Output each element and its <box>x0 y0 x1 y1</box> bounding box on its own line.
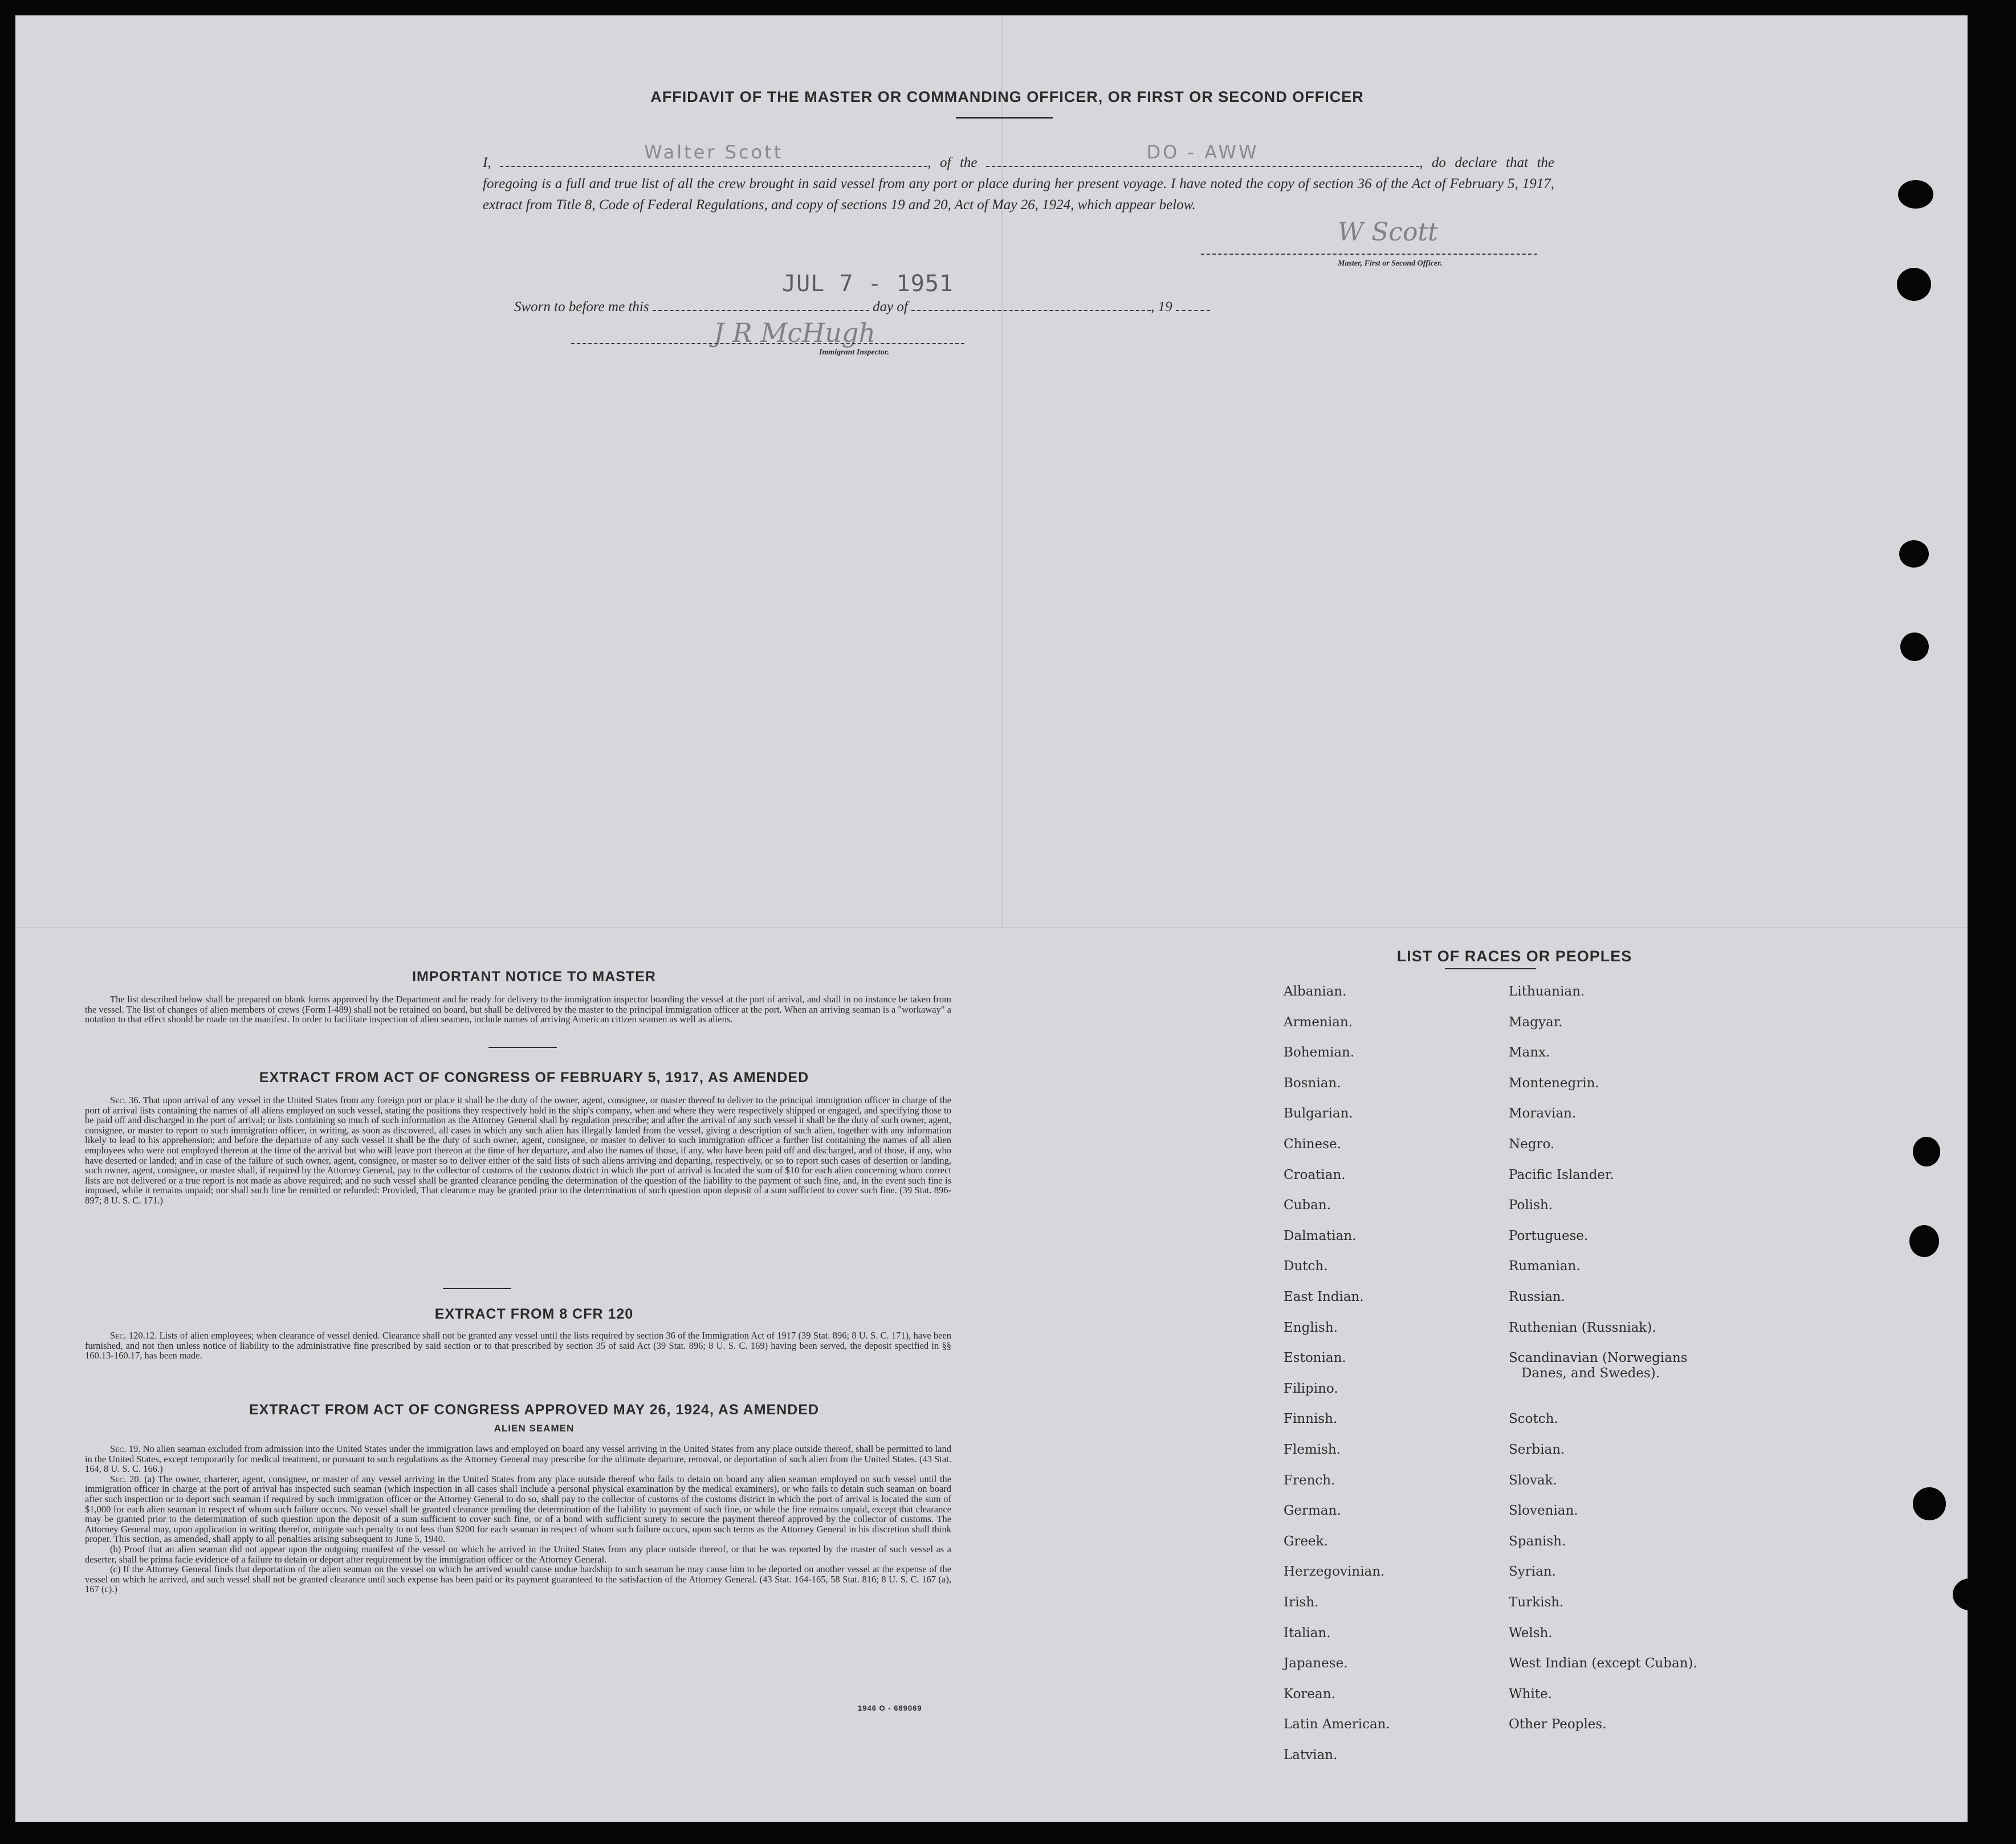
race-item: Negro. <box>1509 1137 1555 1152</box>
race-item: Danes, and Swedes). <box>1521 1366 1660 1381</box>
sec-20b-text: (b) Proof that an alien seaman did not appear upon the outgoing manifest of the vessel on which he arrived in the United States from any place outside thereof, or that he was reported by the master of such vessel as a deserter, shall be prima facie evidence of a failure to detain or deport after requirement by the immigration officer or the Attorney General. <box>85 1543 951 1565</box>
punch-hole <box>1913 1137 1940 1166</box>
race-item: Spanish. <box>1509 1533 1566 1549</box>
race-item: Latin American. <box>1284 1717 1390 1732</box>
race-item: Herzegovinian. <box>1284 1564 1385 1580</box>
race-item: Finnish. <box>1284 1411 1338 1427</box>
race-item: Japanese. <box>1284 1656 1348 1671</box>
inspector-signature-line <box>571 343 964 344</box>
race-item: Polish. <box>1509 1198 1553 1213</box>
race-item: Chinese. <box>1284 1137 1341 1152</box>
race-item: Korean. <box>1284 1686 1335 1702</box>
vessel-name-handwriting: DO - AWW <box>1146 141 1259 163</box>
race-item: German. <box>1284 1503 1341 1519</box>
races-title: LIST OF RACES OR PEOPLES <box>1396 948 1632 965</box>
affidavit-statement <box>483 141 1555 215</box>
sec-120-text: Lists of alien employees; when clearance of vessel denied. Clearance shall not be granted any vessel until the lists required by section 36 of the Immigration Act of 1917 (39 Stat. 896; 8 U. S. C. 171), have been furnished, and not then unless notice of liability to the administrative fine prescribed by said section or to that prescribed by section 35 of said Act (39 Stat. 896; 8 U. S. C. 169) having been served, the deposit specified in §§ 160.13-160.17, has been made. <box>85 1330 952 1361</box>
race-item: Rumanian. <box>1509 1259 1581 1274</box>
extract-1917-title: EXTRACT FROM ACT OF CONGRESS OF FEBRUARY 5, 1917, AS AMENDED <box>259 1070 809 1086</box>
race-item: Filipino. <box>1284 1381 1338 1396</box>
sworn-day-field <box>653 297 869 311</box>
race-item: Scotch. <box>1509 1411 1558 1427</box>
race-item: West Indian (except Cuban). <box>1509 1656 1697 1671</box>
race-item: Russian. <box>1509 1290 1565 1304</box>
race-item: Greek. <box>1284 1533 1328 1549</box>
race-item: Albanian. <box>1284 984 1347 999</box>
race-item: Italian. <box>1284 1625 1331 1641</box>
master-name-handwriting: Walter Scott <box>644 141 784 163</box>
year-label: , 19 <box>1151 299 1172 315</box>
race-item: Armenian. <box>1284 1014 1353 1030</box>
race-item: Flemish. <box>1284 1442 1341 1457</box>
race-item: Ruthenian (Russniak). <box>1509 1320 1656 1335</box>
race-item: East Indian. <box>1284 1290 1364 1304</box>
sec-20a-text: (a) The owner, charterer, agent, consignee, or master of any vessel arriving in the United States from any place outside thereof who fails to detain on board any alien seaman employed on such vessel until the immigration officer in charge at the port of arrival has inspected such seaman (which inspection in all cases shall include a personal physical examination by the medical examiners), or who fails to detain such seaman on board after such inspection or to deport such seaman if required by such immigration officer or the Attorney General to do so, shall pay to the collector of customs of the customs district in which the port of arrival is located the sum of $1,000 for each alien seaman in respect of whom such failure occurs. No vessel shall be granted clearance pending the determination of the liability to payment of such fine, or while the fine remains unpaid, except that clearance may be granted prior to the determination of such question upon the deposit of a sum sufficient to cover such fine, or of a bond with sufficient surety to secure the payment thereof approved by the collector of customs. The Attorney General may, upon application in writing therefor, mitigate such penalty to not less than $200 for each seaman in respect of whom such failure occurs, upon such terms as the Attorney General in his discretion shall think proper. This section, as amended, shall apply to all penalties arising subsequent to June 5, 1940. <box>85 1473 951 1545</box>
race-item: Dalmatian. <box>1284 1228 1357 1243</box>
extract-1924-text <box>85 1444 951 1594</box>
sworn-month-field <box>911 297 1151 311</box>
race-item: Manx. <box>1509 1045 1550 1060</box>
race-item: Cuban. <box>1284 1198 1331 1213</box>
races-rule <box>1445 968 1536 969</box>
punch-hole <box>1898 180 1933 209</box>
race-item: Bulgarian. <box>1284 1106 1353 1121</box>
notice-text <box>85 994 951 1025</box>
inspector-signature: J R McHugh <box>714 317 875 348</box>
extract-1917-text <box>85 1095 951 1206</box>
sec-20c-text: (c) If the Attorney General finds that deportation of the alien seaman on the vessel on which he arrived would cause undue hardship to such seaman he may cause him to be deported on another vessel at the expense of the vessel on which he arrived, and such vessel shall not be granted clearance until such expense has been paid or its payment guaranteed to the satisfaction of the Attorney General. (43 Stat. 164-165, 58 Stat. 816; 8 U. S. C. 167 (a), 167 (c).) <box>85 1564 951 1595</box>
i-label: I, <box>483 155 491 170</box>
race-item: Bosnian. <box>1284 1075 1341 1091</box>
inspector-caption: Immigrant Inspector. <box>819 348 889 357</box>
punch-hole <box>1913 1487 1946 1520</box>
race-item: Latvian. <box>1284 1748 1338 1763</box>
master-name-field <box>500 141 927 167</box>
race-item: Estonian. <box>1284 1351 1346 1366</box>
punch-hole <box>1899 540 1929 568</box>
day-of-label: day of <box>873 299 908 315</box>
race-item: Moravian. <box>1509 1106 1577 1121</box>
declare-label: , do declare <box>1419 155 1497 170</box>
sec-19-text: No alien seaman excluded from admission into the United States under the immigration laws and employed on board any vessel arriving in the United States from any place outside thereof, shall be permitted to land in the United States, except temporarily for medical treatment, or pursuant to such regulations as the Attorney General may prescribe for the ultimate departure, removal, or deportation of such alien from the United States. (43 Stat. 164, 8 U. S. C. 166.) <box>85 1443 952 1475</box>
race-item: Portuguese. <box>1509 1228 1589 1243</box>
affidavit-title: AFFIDAVIT OF THE MASTER OR COMMANDING OFFICER, OR FIRST OR SECOND OFFICER <box>650 88 1364 105</box>
title-rule <box>956 117 1053 119</box>
sec-19-label: Sec. 19. <box>110 1443 141 1454</box>
alien-seamen-subtitle: ALIEN SEAMEN <box>494 1423 575 1434</box>
extract-cfr-text <box>85 1331 951 1361</box>
sworn-year-field <box>1176 297 1210 311</box>
punch-hole <box>1953 1578 1987 1610</box>
punch-hole <box>1909 1225 1939 1257</box>
punch-hole <box>1900 633 1929 661</box>
officer-signature-line <box>1201 254 1537 255</box>
fold-line-horizontal <box>15 927 1968 928</box>
notice-paragraph: The list described below shall be prepared on blank forms approved by the Department and be ready for delivery to the immigration inspector boarding the vessel at the port of arrival, and shall in no instance be taken from the vessel. The list of changes of alien members of crews (Form I-489) shall not be retained on board, but shall be delivered by the master to the principal immigration officer at the port. When an arriving seaman is a "workaway" a notation to that effect should be made on the manifest. In order to facilitate inspection of alien seamen, include names of arriving American citizen seamen as well as aliens. <box>85 994 952 1025</box>
extract-1917-rule <box>443 1288 511 1289</box>
race-item: Slovak. <box>1509 1472 1557 1488</box>
sworn-line <box>514 297 1210 315</box>
race-item: Irish. <box>1284 1595 1319 1610</box>
race-item: Bohemian. <box>1284 1045 1355 1060</box>
sec-120-label: Sec. 120.12. <box>110 1330 157 1341</box>
date-stamp: JUL 7 - 1951 <box>782 271 954 297</box>
race-item: Welsh. <box>1509 1625 1553 1641</box>
officer-caption: Master, First or Second Officer. <box>1338 259 1443 268</box>
sec-36-text: That upon arrival of any vessel in the United States from any foreign port or place it shall be the duty of the owner, agent, consignee, or master thereof to deliver to the principal immigration officer in charge of the port of arrival lists containing the names of all aliens employed on such vessel, stating the positions they respectively hold in the ship's company, when and where they were respectively shipped or engaged, and specifying those to be paid off and discharged in the port of arrival; or lists containing so much of such information as the Attorney General shall by regulation prescribe; and after the arrival of any such vessel it shall be the duty of such owner, agent, consignee, or master to report to such immigration officer, in writing, as soon as discovered, all cases in which any such alien has illegally landed from the vessel, giving a description of such alien, together with any information likely to lead to his apprehension; and before the departure of any such vessel it shall be the duty of such owner, agent, consignee, or master to deliver to such immigration officer a further list containing the names of all alien employees who were not employed thereon at the time of the arrival but who will leave port thereon at the time of her departure, and also the names of those, if any, who have been paid off and discharged, and of those, if any, who have deserted or landed; and in case of the failure of such owner, agent, consignee, or master so to deliver either of the said lists of such aliens arriving and departing, respectively, or so to report such cases of desertion or landing, such owner, agent, consignee, or master shall, if required by the Attorney General, pay to the collector of customs of the customs district in which the port of arrival is located the sum of $10 for each alien concerning whom correct lists are not delivered or a true report is not made as above required; and no such vessel shall be granted clearance pending the determination of the question of the liability to the payment of such fine, and, in the event such fine is imposed, while it remains unpaid; nor shall such fine be remitted or refunded: Provided, That clearance may be granted prior to the determination of such question upon deposit of a sum sufficient to cover such fine. (39 Stat. 896-897; 8 U. S. C. 171.) <box>85 1095 951 1206</box>
race-item: Dutch. <box>1284 1259 1328 1274</box>
race-item: Turkish. <box>1509 1595 1564 1610</box>
notice-title: IMPORTANT NOTICE TO MASTER <box>412 969 656 985</box>
punch-hole <box>1897 268 1931 301</box>
affidavit-body-text: that the foregoing is a full and true list of all the crew brought in said vessel from any port or place during her present voyage. I have noted the copy of section 36 of the Act of February 5, 1917, extract from Title 8, Code of Federal Regulations, and copy of sections 19 and 20, Act of May 26, 1924, which appear below. <box>483 155 1555 213</box>
race-item: Syrian. <box>1509 1564 1556 1580</box>
race-item: Lithuanian. <box>1509 984 1585 999</box>
extract-cfr-title: EXTRACT FROM 8 CFR 120 <box>434 1306 634 1322</box>
print-code: 1946 O - 689069 <box>858 1704 922 1712</box>
race-item: Scandinavian (Norwegians <box>1509 1351 1688 1366</box>
sec-36-label: Sec. 36. <box>110 1095 141 1105</box>
sworn-label: Sworn to before me this <box>514 299 649 315</box>
officer-signature: W Scott <box>1338 218 1438 247</box>
vessel-name-field <box>986 141 1419 167</box>
notice-rule <box>488 1047 557 1048</box>
race-item: White. <box>1509 1686 1552 1702</box>
race-item: English. <box>1284 1320 1338 1335</box>
race-item: Magyar. <box>1509 1014 1563 1030</box>
race-item: French. <box>1284 1472 1335 1488</box>
race-item: Slovenian. <box>1509 1503 1578 1519</box>
of-the-label: , of the <box>927 155 978 170</box>
extract-1924-title: EXTRACT FROM ACT OF CONGRESS APPROVED MAY 26, 1924, AS AMENDED <box>249 1402 820 1418</box>
document-sheet <box>15 15 1968 1822</box>
race-item: Serbian. <box>1509 1442 1565 1457</box>
race-item: Montenegrin. <box>1509 1075 1599 1091</box>
race-item: Other Peoples. <box>1509 1717 1607 1732</box>
race-item: Croatian. <box>1284 1167 1346 1182</box>
race-item: Pacific Islander. <box>1509 1167 1614 1182</box>
sec-20-label: Sec. 20. <box>110 1473 141 1484</box>
